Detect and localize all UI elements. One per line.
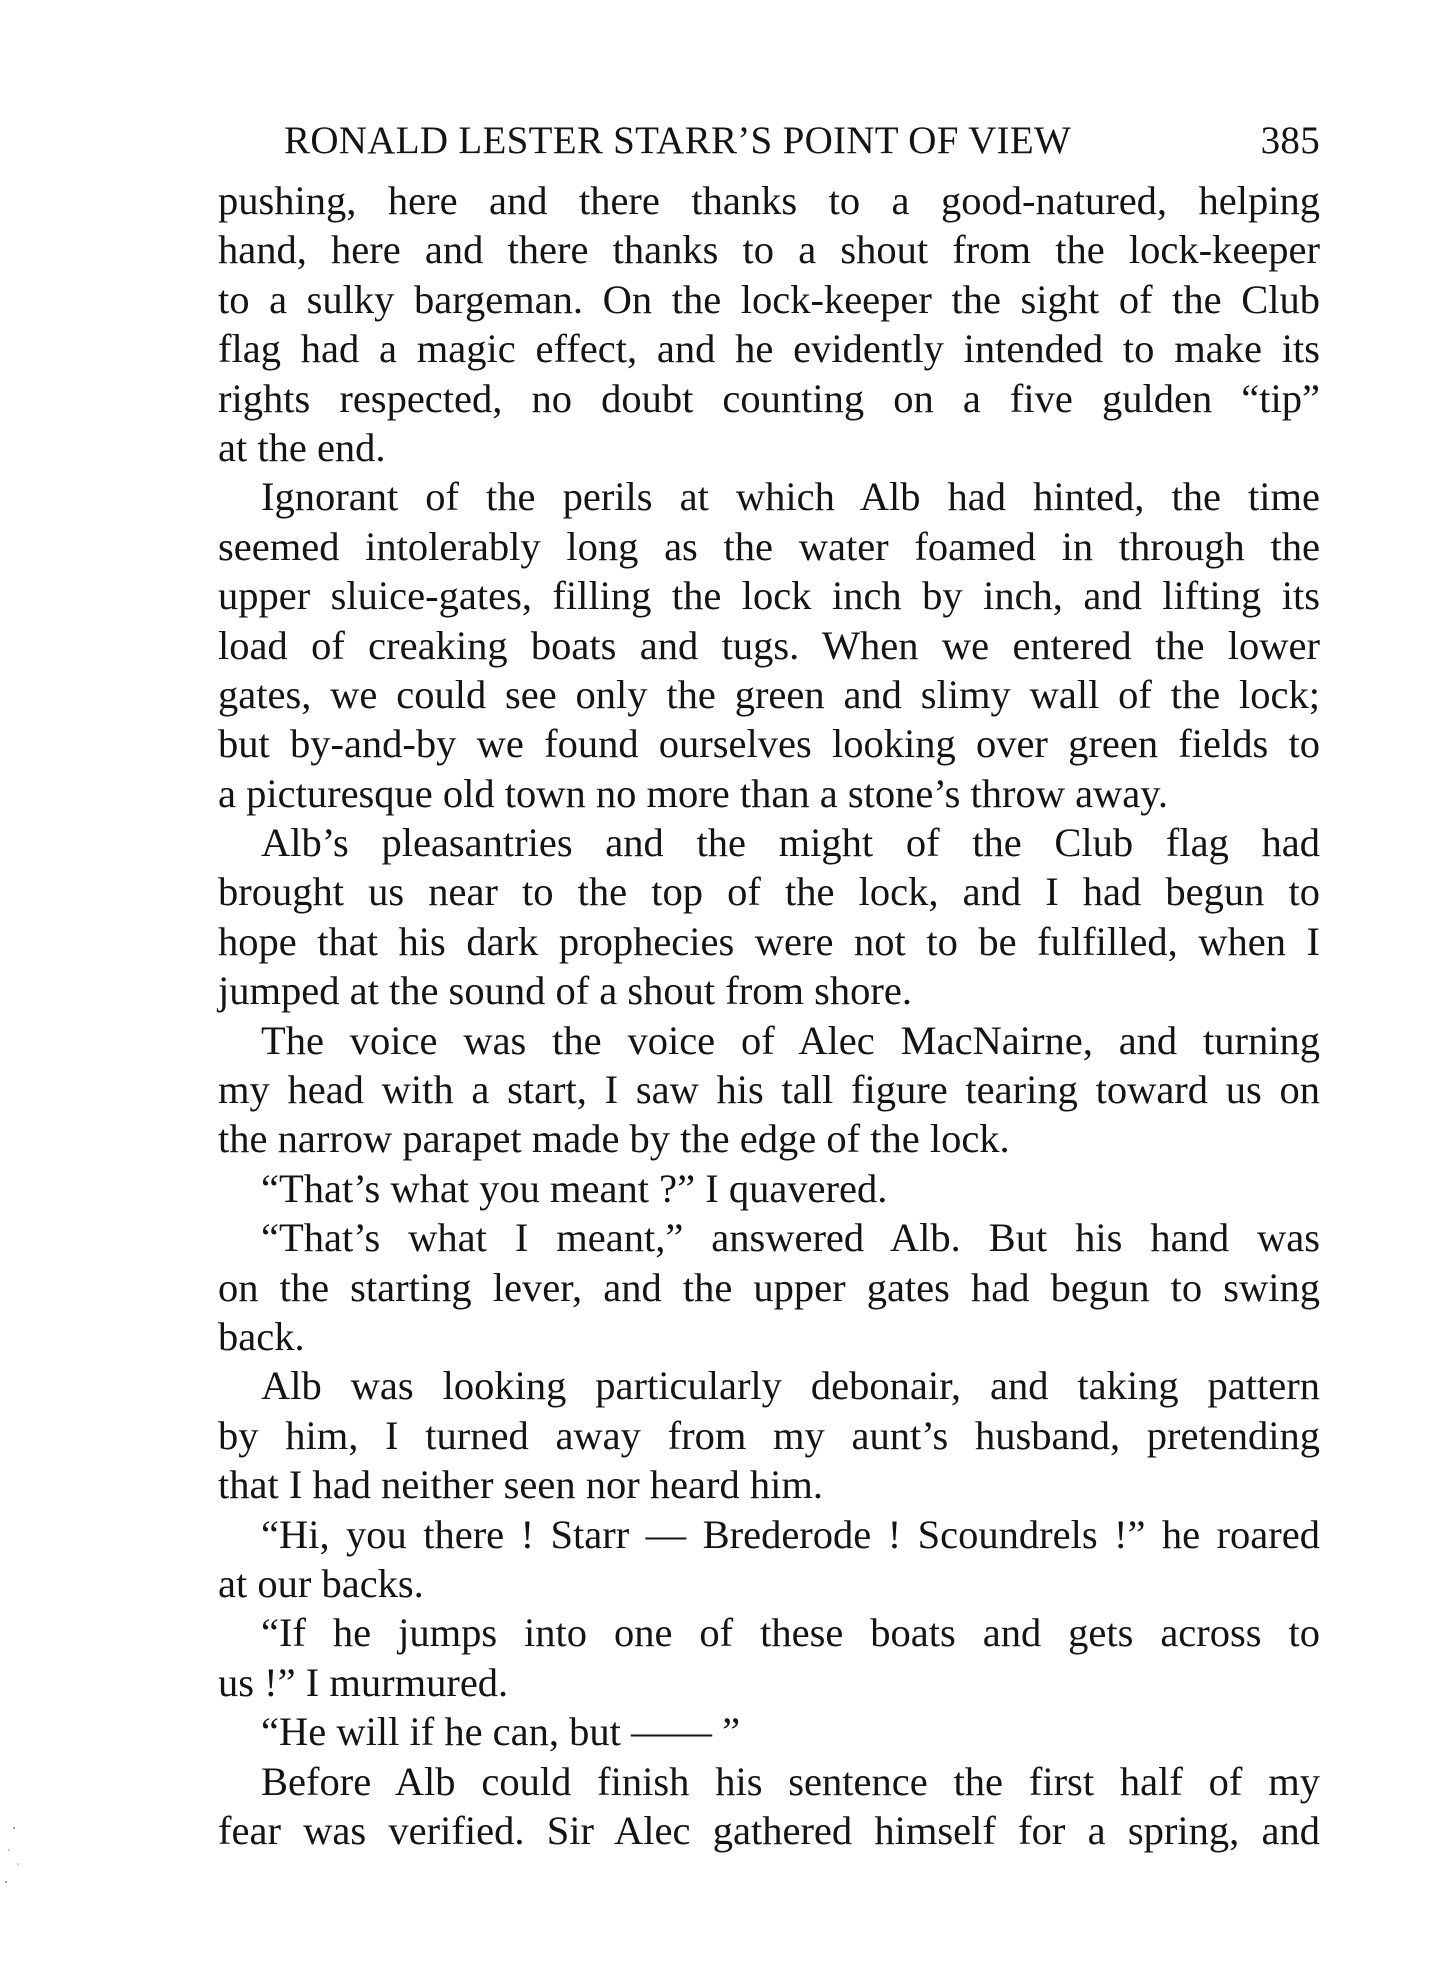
text-line: jumped at the sound of a shout from shore. — [218, 968, 912, 1014]
text-line: at our backs. — [218, 1560, 424, 1606]
text-line: flag had a magic effect, and he evidently intended to make its — [218, 326, 1320, 372]
paragraph — [218, 472, 1320, 818]
paragraph — [218, 1707, 1320, 1756]
text-line: Alb was looking particularly debonair, and taking pattern — [261, 1363, 1320, 1409]
text-line: Before Alb could finish his sentence the first half of my — [261, 1758, 1320, 1804]
paragraph — [218, 1164, 1320, 1213]
text-line: on the starting lever, and the upper gates had begun to swing — [218, 1264, 1320, 1310]
text-line: hand, here and there thanks to a shout from the lock-keeper — [218, 227, 1320, 273]
paragraph — [218, 1757, 1320, 1856]
text-line: at the end. — [218, 424, 386, 470]
text-line: Alb’s pleasantries and the might of the Club flag had — [261, 820, 1320, 866]
text-line: load of creaking boats and tugs. When we entered the lower — [218, 622, 1320, 668]
paragraph — [218, 1213, 1320, 1361]
text-line: a picturesque old town no more than a stone’s throw away. — [218, 770, 1169, 816]
text-line: rights respected, no doubt counting on a five gulden “tip” — [218, 375, 1320, 421]
text-line: but by-and-by we found ourselves looking over green fields to — [218, 721, 1320, 767]
text-line: “That’s what you meant ?” I quavered. — [261, 1165, 888, 1211]
text-line: Ignorant of the perils at which Alb had hinted, the time — [261, 474, 1320, 520]
text-line: upper sluice-gates, filling the lock inch by inch, and lifting its — [218, 573, 1320, 619]
paragraph — [218, 1361, 1320, 1509]
text-line: seemed intolerably long as the water foamed in through the — [218, 523, 1320, 569]
paragraph — [218, 1510, 1320, 1609]
paragraph — [218, 1608, 1320, 1707]
text-line: “That’s what I meant,” answered Alb. But his hand was — [261, 1215, 1320, 1261]
text-line: pushing, here and there thanks to a good-natured, helping — [218, 178, 1320, 223]
body-text — [218, 176, 1320, 1855]
text-line: my head with a start, I saw his tall figure tearing toward us on — [218, 1067, 1320, 1113]
running-title: RONALD LESTER STARR’S POINT OF VIEW — [284, 119, 1072, 162]
paragraph — [218, 176, 1320, 472]
text-line: gates, we could see only the green and slimy wall of the lock; — [218, 671, 1320, 717]
paragraph — [218, 1016, 1320, 1164]
text-line: “He will if he can, but —— ” — [261, 1709, 741, 1755]
text-line: brought us near to the top of the lock, and I had begun to — [218, 869, 1320, 915]
paragraph — [218, 818, 1320, 1016]
text-line: us !” I murmured. — [218, 1659, 509, 1705]
text-line: fear was verified. Sir Alec gathered himself for a spring, and — [218, 1807, 1320, 1853]
text-line: by him, I turned away from my aunt’s husband, pretending — [218, 1412, 1320, 1458]
text-line: the narrow parapet made by the edge of the lock. — [218, 1116, 1010, 1162]
scan-speckle-mark — [0, 1820, 40, 1900]
text-line: “If he jumps into one of these boats and gets across to — [261, 1610, 1320, 1656]
text-line: hope that his dark prophecies were not to be fulfilled, when I — [218, 918, 1320, 964]
page-number: 385 — [1260, 119, 1320, 162]
text-line: back. — [218, 1313, 305, 1359]
text-line: The voice was the voice of Alec MacNairne, and turning — [261, 1017, 1320, 1063]
text-line: to a sulky bargeman. On the lock-keeper the sight of the Club — [218, 276, 1320, 322]
text-line: that I had neither seen nor heard him. — [218, 1462, 824, 1508]
text-line: “Hi, you there ! Starr — Brederode ! Scoundrels !” he roared — [261, 1511, 1320, 1557]
page-header — [284, 118, 1320, 174]
